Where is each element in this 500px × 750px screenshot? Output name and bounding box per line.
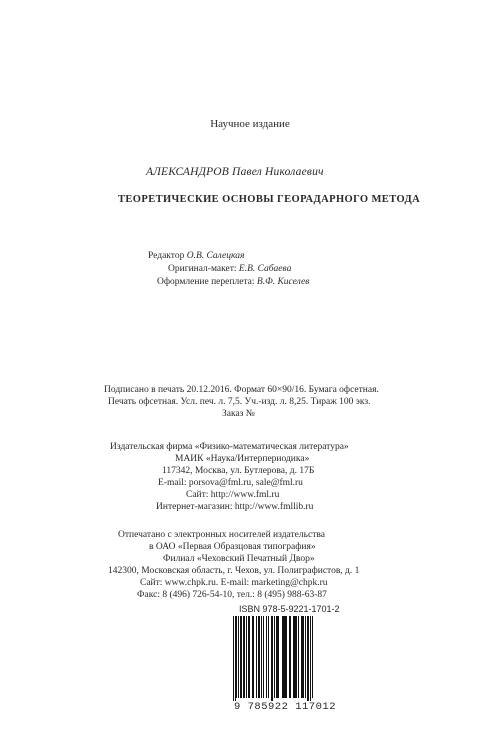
credit-name: О.В. Салецкая — [186, 251, 245, 261]
credit-role: Оригинал-макет: — [168, 264, 237, 274]
edition-type: Научное издание — [210, 118, 290, 130]
isbn-barcode — [233, 616, 337, 713]
isbn-label: ISBN 978-5-9221-1701-2 — [239, 604, 340, 614]
publisher-line: МАИК «Наука/Интерпериодика» — [175, 454, 310, 464]
credit-role: Редактор — [148, 251, 185, 261]
printer-line: в ОАО «Первая Образцовая типография» — [149, 542, 316, 552]
credit-layout — [168, 263, 291, 275]
printer-line: Факс: 8 (496) 726-54-10, тел.: 8 (495) 988-63-87 — [137, 590, 327, 600]
credit-cover — [157, 276, 309, 288]
publisher-line: E-mail: porsova@fml.ru, sale@fml.ru — [158, 478, 303, 488]
book-title: ТЕОРЕТИЧЕСКИЕ ОСНОВЫ ГЕОРАДАРНОГО МЕТОДА — [118, 194, 421, 205]
credit-role: Оформление переплета: — [157, 277, 255, 287]
credit-name: Е.В. Сабаева — [238, 264, 292, 274]
print-info-line: Подписано в печать 20.12.2016. Формат 60×90/16. Бумага офсетная. — [104, 385, 379, 395]
publisher-line: 117342, Москва, ул. Бутлерова, д. 17Б — [162, 466, 315, 476]
printer-line: 142300, Московская область, г. Чехов, ул. Полиграфистов, д. 1 — [108, 566, 360, 576]
credit-name: В.Ф. Киселев — [256, 277, 310, 287]
printer-line: Отпечатано с электронных носителей издательства — [118, 530, 325, 540]
printer-line: Сайт: www.chpk.ru. E-mail: marketing@chpk.ru — [140, 578, 328, 588]
print-info-line: Печать офсетная. Усл. печ. л. 7,5. Уч.-изд. л. 8,25. Тираж 100 экз. — [108, 397, 371, 407]
credit-editor — [148, 250, 244, 262]
barcode-stripe — [312, 616, 313, 698]
publisher-line: Интернет-магазин: http://www.fmllib.ru — [156, 502, 314, 512]
print-info-line: Заказ № — [222, 409, 255, 419]
printer-line: Филиал «Чеховский Печатный Двор» — [163, 554, 315, 564]
barcode-digits: 9 785922 117012 — [229, 701, 341, 713]
publisher-line: Издательская фирма «Физико-математическая литература» — [110, 442, 349, 452]
barcode-bars — [233, 616, 337, 708]
author-name: АЛЕКСАНДРОВ Павел Николаевич — [146, 166, 324, 178]
publisher-line: Сайт: http://www.fml.ru — [186, 490, 280, 500]
